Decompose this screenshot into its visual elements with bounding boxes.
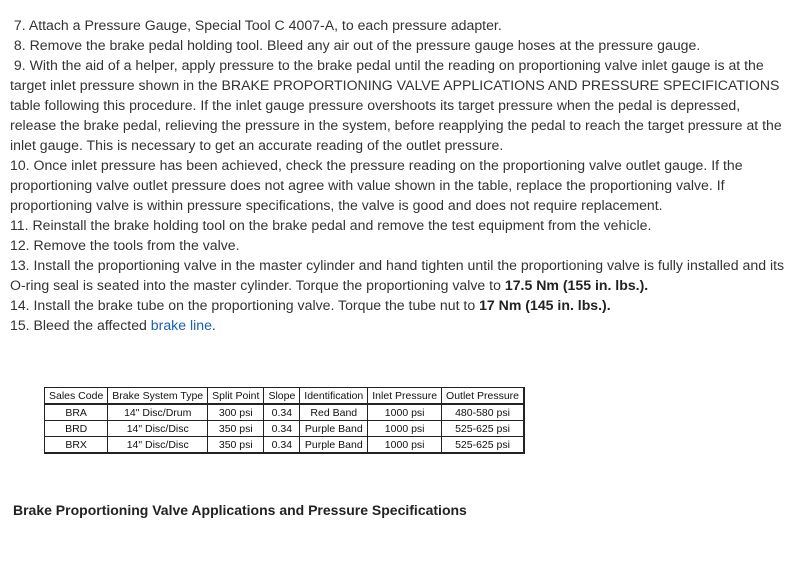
step-8-text: 8. Remove the brake pedal holding tool. Bleed any air out of the pressure gauge hoses at the pressure gauge. xyxy=(13,37,701,53)
step-13 xyxy=(10,255,788,295)
table-row xyxy=(45,421,525,437)
cell-brake-system-type: 14" Disc/Disc xyxy=(108,437,208,454)
cell-identification: Red Band xyxy=(300,404,368,421)
step-15-text: 15. Bleed the affected xyxy=(10,317,151,333)
cell-split-point: 350 psi xyxy=(208,437,264,454)
step-7-text: 7. Attach a Pressure Gauge, Special Tool C 4007-A, to each pressure adapter. xyxy=(13,17,502,33)
cell-outlet-pressure: 525-625 psi xyxy=(442,421,524,437)
step-7 xyxy=(10,15,788,35)
header-brake-system-type: Brake System Type xyxy=(108,388,208,405)
step-15 xyxy=(10,315,788,335)
header-sales-code: Sales Code xyxy=(45,388,108,405)
pressure-spec-table xyxy=(44,387,525,454)
cell-inlet-pressure: 1000 psi xyxy=(368,404,442,421)
cell-sales-code: BRA xyxy=(45,404,108,421)
cell-outlet-pressure: 480-580 psi xyxy=(442,404,524,421)
step-9 xyxy=(10,55,788,155)
cell-slope: 0.34 xyxy=(264,437,300,454)
cell-brake-system-type: 14" Disc/Disc xyxy=(108,421,208,437)
table-caption: Brake Proportioning Valve Applications and Pressure Specifications xyxy=(13,502,467,518)
cell-sales-code: BRX xyxy=(45,437,108,454)
step-14-text: 14. Install the brake tube on the proportioning valve. Torque the tube nut to xyxy=(10,297,480,313)
cell-outlet-pressure: 525-625 psi xyxy=(442,437,524,454)
cell-inlet-pressure: 1000 psi xyxy=(368,437,442,454)
step-11 xyxy=(10,215,788,235)
cell-split-point: 350 psi xyxy=(208,421,264,437)
brake-line-link[interactable]: brake line xyxy=(150,317,212,333)
cell-sales-code: BRD xyxy=(45,421,108,437)
table-row xyxy=(45,437,525,454)
cell-identification: Purple Band xyxy=(300,421,368,437)
cell-inlet-pressure: 1000 psi xyxy=(368,421,442,437)
step-10-text: 10. Once inlet pressure has been achieved, check the pressure reading on the proportioning valve outlet gauge. If the proportioning valve outlet pressure does not agree with value shown in the table, replace the proportioning valve. If proportioning valve is within pressure specifications, the valve is good and does not require replacement. xyxy=(10,157,743,213)
step-8 xyxy=(10,35,788,55)
header-outlet-pressure: Outlet Pressure xyxy=(442,388,524,405)
step-11-text: 11. Reinstall the brake holding tool on the brake pedal and remove the test equipment from the vehicle. xyxy=(10,217,652,233)
cell-brake-system-type: 14" Disc/Drum xyxy=(108,404,208,421)
header-split-point: Split Point xyxy=(208,388,264,405)
procedure-steps xyxy=(10,15,788,335)
cell-slope: 0.34 xyxy=(264,421,300,437)
step-10 xyxy=(10,155,788,215)
step-14-torque: 17 Nm (145 in. lbs.). xyxy=(479,297,611,313)
table-header-row xyxy=(45,388,525,405)
step-9-text: 9. With the aid of a helper, apply pressure to the brake pedal until the reading on proportioning valve inlet gauge is at the target inlet pressure shown in the BRAKE PROPORTIONING VALVE APPLICATIONS AND PRESSURE SPECIFICATIONS table following this procedure. If the inlet gauge pressure overshoots its target pressure when the pedal is depressed, release the brake pedal, relieving the pressure in the system, before reapplying the pedal to reach the target pressure at the inlet gauge. This is necessary to get an accurate reading of the outlet pressure. xyxy=(10,57,782,153)
step-14 xyxy=(10,295,788,315)
step-15-end: . xyxy=(211,317,216,333)
cell-identification: Purple Band xyxy=(300,437,368,454)
step-13-text: 13. Install the proportioning valve in the master cylinder and hand tighten until the proportioning valve is fully installed and its O-ring seal is seated into the master cylinder. Torque the proportioning valve to xyxy=(10,257,785,293)
header-slope: Slope xyxy=(264,388,300,405)
cell-slope: 0.34 xyxy=(264,404,300,421)
header-inlet-pressure: Inlet Pressure xyxy=(368,388,442,405)
step-12 xyxy=(10,235,788,255)
step-13-torque: 17.5 Nm (155 in. lbs.). xyxy=(504,277,649,293)
header-identification: Identification xyxy=(300,388,368,405)
table-row xyxy=(45,404,525,421)
step-12-text: 12. Remove the tools from the valve. xyxy=(10,237,240,253)
cell-split-point: 300 psi xyxy=(208,404,264,421)
